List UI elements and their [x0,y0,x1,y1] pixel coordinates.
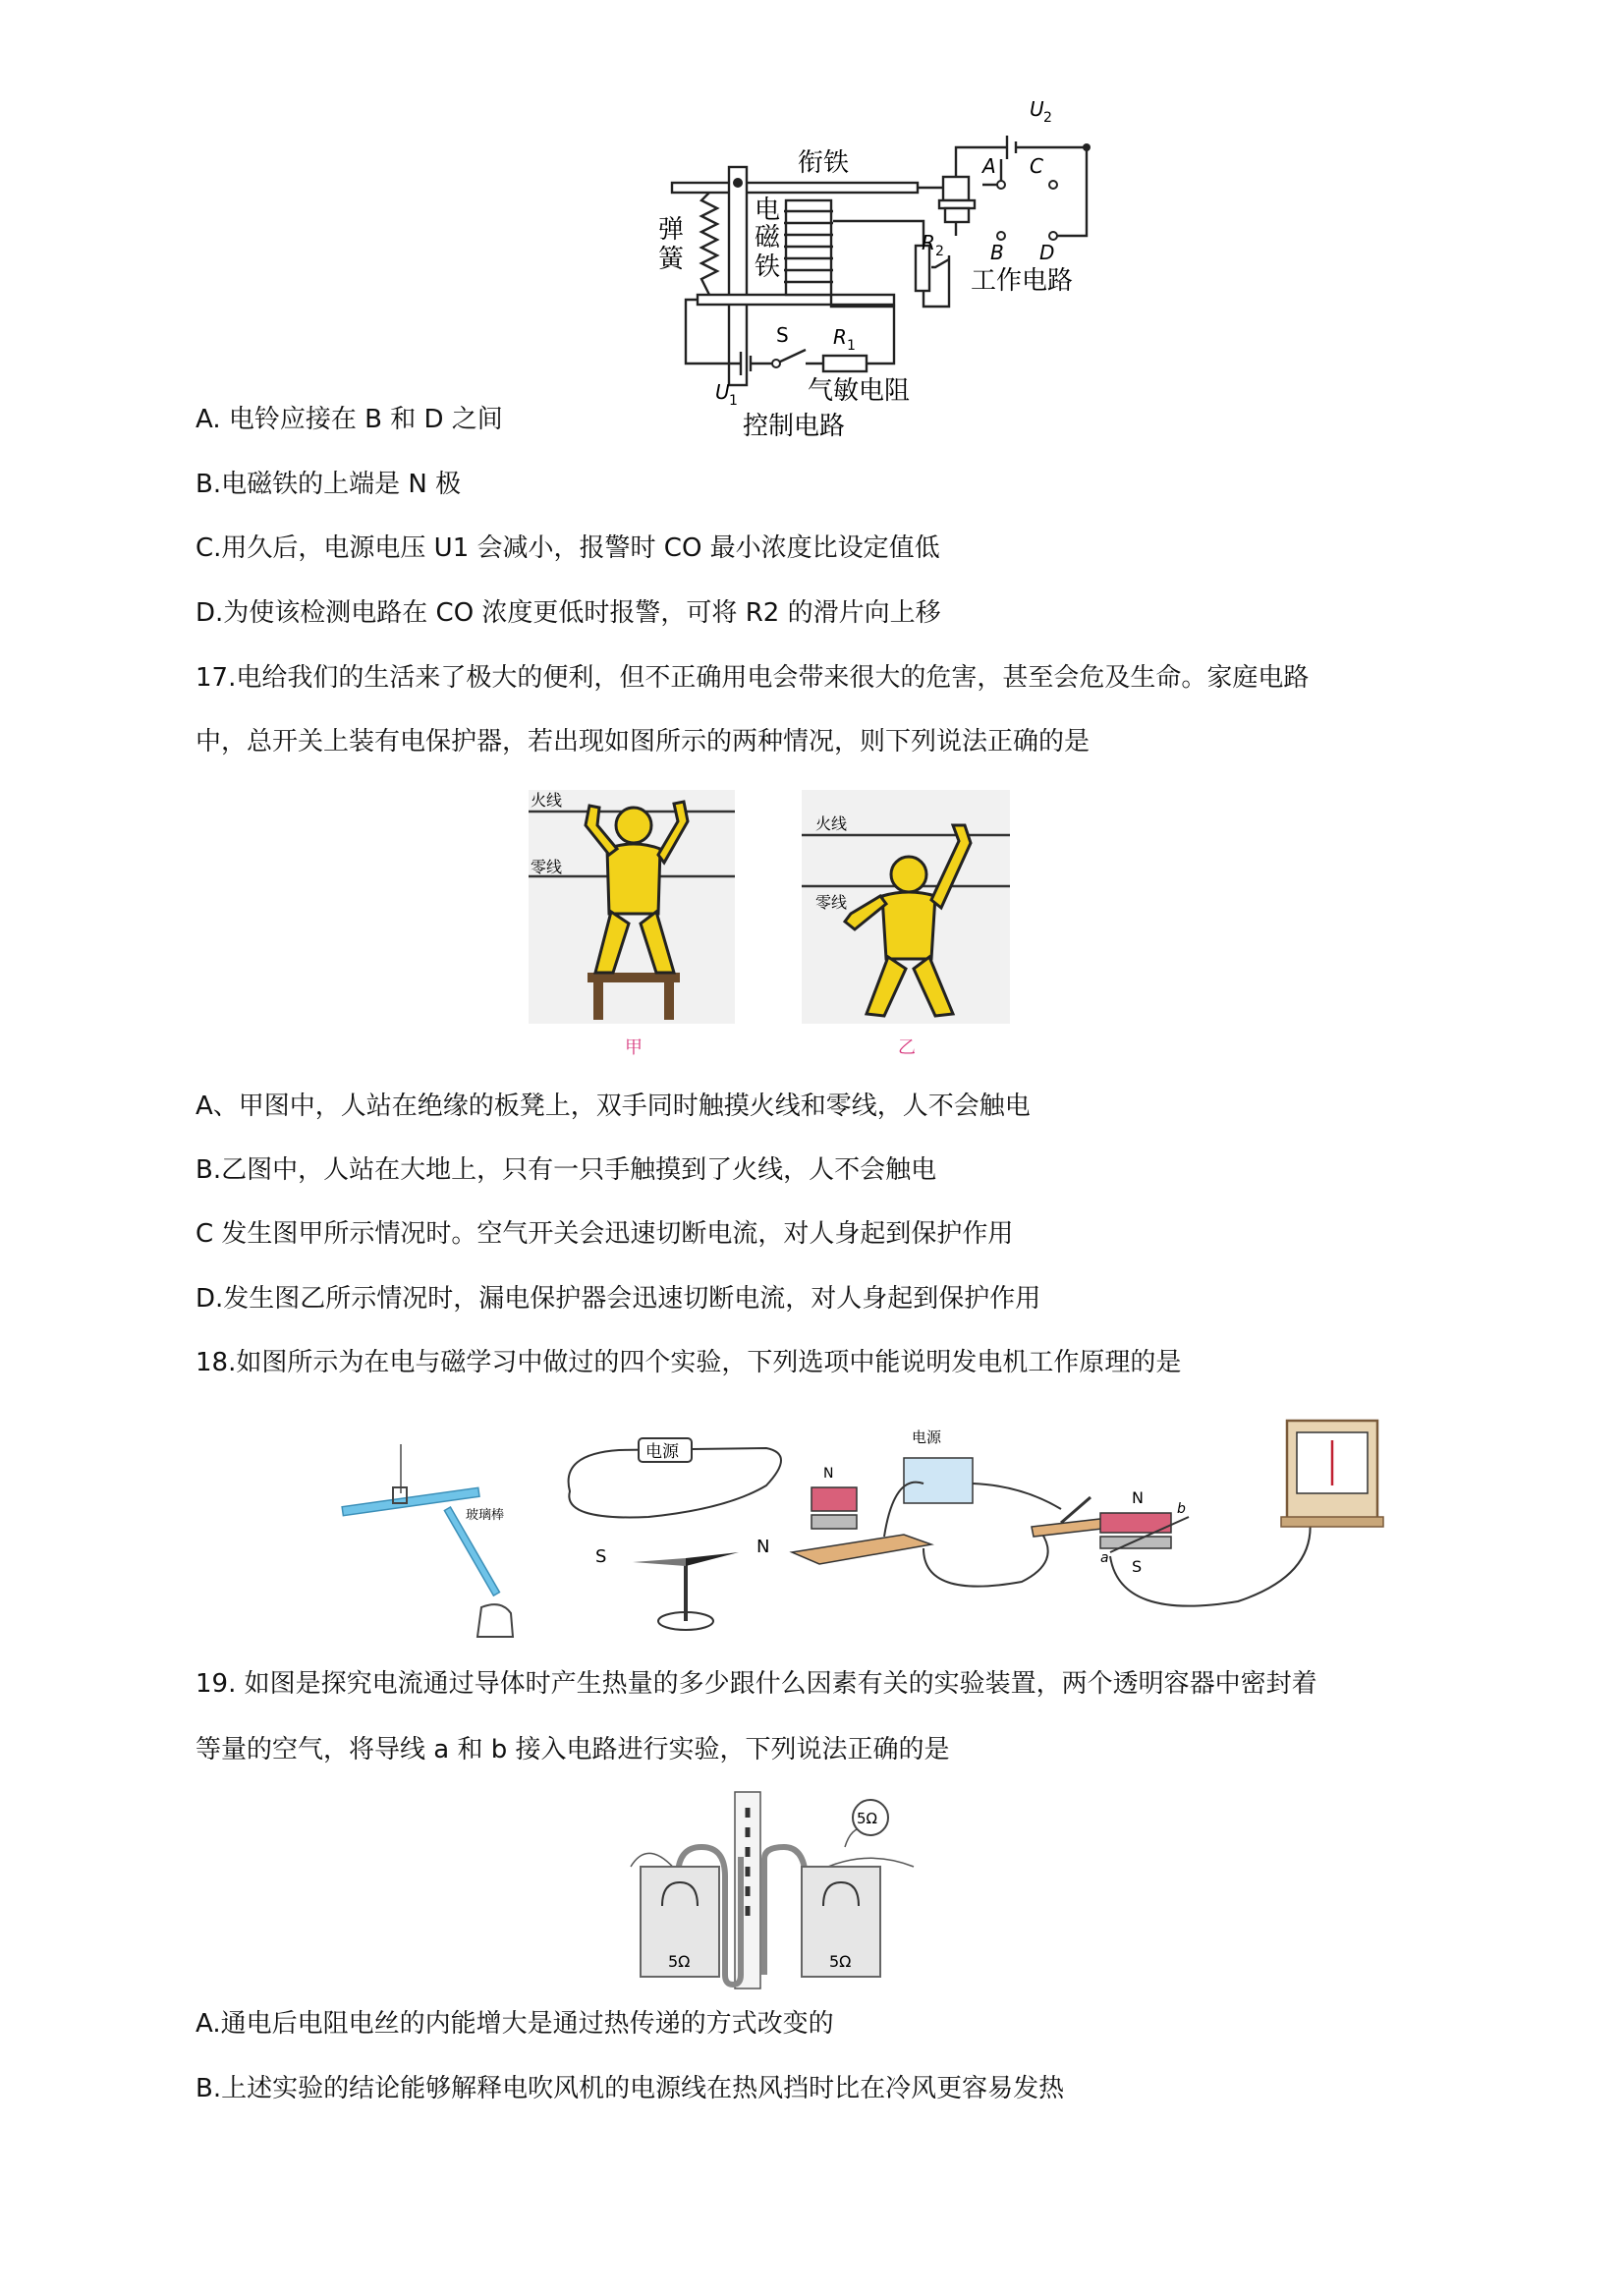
power-supply-label: 电源 [912,1428,942,1446]
live-wire-label-jia: 火线 [531,791,563,810]
q19-option-a: A.通电后电阻电丝的内能增大是通过热传递的方式改变的 [196,2009,834,2039]
q17-stem-line-1: 17.电给我们的生活来了极大的便利，但不正确用电会带来很大的危害，甚至会危及生命。家庭电路 [196,663,1310,693]
contact-d-label: D [1039,241,1055,264]
caption-jia: 甲 [625,1037,643,1058]
electromagnet-label-1: 电 [755,196,781,225]
electric-shock-figure [521,786,1022,1061]
q17-option-c: C 发生图甲所示情况时。空气开关会迅速切断电流，对人身起到保护作用 [196,1219,1014,1249]
q19-stem-line-1: 19. 如图是探究电流通过导体时产生热量的多少跟什么因素有关的实验装置，两个透明容器中密封着 [196,1669,1317,1699]
neutral-wire-label-jia: 零线 [531,858,563,876]
spring-label-2: 簧 [658,245,685,274]
r1-label: R [833,325,847,349]
electromagnet-label-3: 铁 [755,252,781,282]
right-resistor-label: 5Ω [829,1952,852,1971]
live-wire-label-yi: 火线 [815,814,848,833]
wire-b-label: b [1177,1501,1186,1517]
u2-subscript: 2 [1043,110,1052,126]
wire-a-label: a [1100,1550,1109,1566]
gen-n-label: N [1132,1488,1144,1507]
contact-c-label: C [1030,154,1043,178]
spring-label-1: 弹 [658,215,685,245]
parallel-resistor-label: 5Ω [857,1810,878,1827]
motor-n-label: N [823,1466,834,1482]
caption-yi: 乙 [898,1037,916,1058]
q19-option-b: B.上述实验的结论能够解释电吹风机的电源线在热风挡时比在冷风更容易发热 [196,2074,1065,2103]
relay-circuit-figure [658,98,1110,444]
q17-option-d: D.发生图乙所示情况时，漏电保护器会迅速切断电流，对人身起到保护作用 [196,1284,1041,1314]
compass-n-label: N [756,1537,770,1557]
gen-s-label: S [1132,1557,1143,1576]
glass-rod-label: 玻璃棒 [466,1508,505,1523]
four-experiments-figure [334,1415,1444,1641]
control-circuit-label: 控制电路 [743,412,846,441]
power-box-label: 电源 [645,1442,679,1462]
q16-option-d: D.为使该检测电路在 CO 浓度更低时报警，可将 R2 的滑片向上移 [196,598,941,628]
q18-stem: 18.如图所示为在电与磁学习中做过的四个实验，下列选项中能说明发电机工作原理的是 [196,1348,1182,1377]
q16-option-a: A. 电铃应接在 B 和 D 之间 [196,405,503,434]
u2-label: U [1030,97,1044,121]
q17-option-b: B.乙图中，人站在大地上，只有一只手触摸到了火线，人不会触电 [196,1155,937,1185]
r2-subscript: 2 [935,244,944,259]
experiment-2 [569,1438,781,1630]
u1-label: U [715,380,730,404]
electromagnet-label-2: 磁 [755,223,781,252]
experiment-3 [792,1428,1102,1587]
r2-label: R [922,231,935,254]
q16-option-b: B.电磁铁的上端是 N 极 [196,470,462,499]
joule-heating-figure [619,1788,953,1994]
compass-s-label: S [595,1546,607,1567]
r1-subscript: 1 [847,338,856,354]
q17-option-a: A、甲图中，人站在绝缘的板凳上，双手同时触摸火线和零线，人不会触电 [196,1092,1031,1121]
q17-stem-line-2: 中，总开关上装有电保护器，若出现如图所示的两种情况，则下列说法正确的是 [196,727,1091,756]
contact-b-label: B [990,241,1004,264]
q19-stem-line-2: 等量的空气，将导线 a 和 b 接入电路进行实验，下列说法正确的是 [196,1735,950,1764]
gas-resistor-label: 气敏电阻 [808,376,911,406]
working-circuit-label: 工作电路 [971,266,1074,296]
u1-subscript: 1 [729,393,738,409]
switch-s-label: S [776,323,789,347]
left-resistor-label: 5Ω [668,1952,691,1971]
neutral-wire-label-yi: 零线 [815,893,848,912]
experiment-4 [1100,1421,1383,1606]
contact-a-label: A [982,154,996,178]
experiment-1 [342,1444,513,1637]
q16-option-c: C.用久后，电源电压 U1 会减小，报警时 CO 最小浓度比设定值低 [196,533,940,563]
armature-label: 衔铁 [798,148,850,178]
